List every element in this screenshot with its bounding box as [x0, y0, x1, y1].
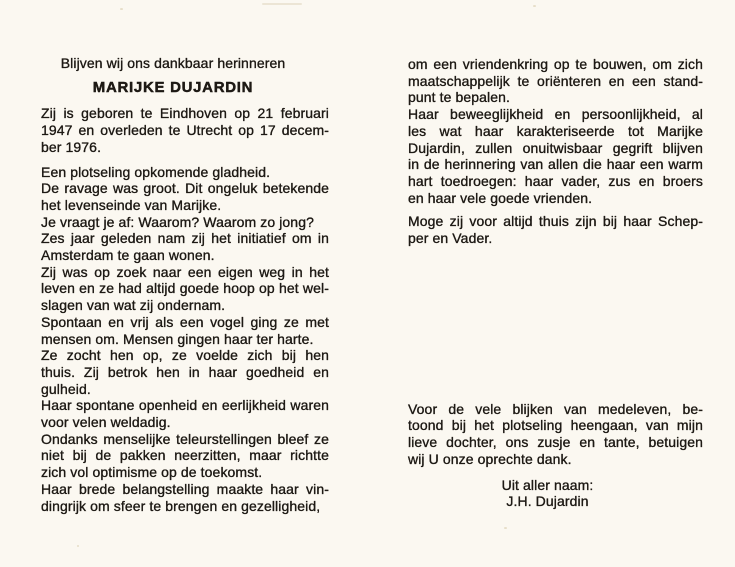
signoff-label: Uit aller naam: [501, 476, 594, 493]
paragraph [41, 214, 329, 231]
paragraph [41, 431, 329, 481]
text-line: het levenseinde van Marijke. [41, 196, 222, 213]
text-line: Zij is geboren te Eindhoven op 21 februari [41, 105, 329, 122]
deceased-name: MARIJKE DUJARDIN [92, 78, 254, 96]
remembrance-line: Blijven wij ons dankbaar herinneren [60, 55, 286, 71]
right-body-text [408, 56, 703, 206]
text-line: voor velen weldadig. [41, 414, 171, 431]
paragraph [41, 481, 329, 514]
signoff-block [400, 477, 695, 510]
text-line: hart toedroegen: haar vader, zus en broers [408, 172, 703, 189]
text-line: toond bij het plotseling heengaan, van mijn [408, 417, 703, 434]
text-line: punt te bepalen. [408, 89, 511, 106]
text-line: Spontaan en vrij als een vogel ging ze met [41, 313, 329, 330]
text-line: lieve dochter, ons zusje en tante, betuigen [408, 434, 703, 451]
paragraph [41, 230, 329, 263]
text-line: leven en ze had altijd goede hoop op het wel- [41, 280, 329, 297]
text-line: om een vriendenkring op te bouwen, om zich [408, 56, 703, 72]
text-line: Zes jaar geleden nam zij het initiatief om in [41, 230, 329, 247]
paragraph [41, 180, 329, 213]
text-line: mensen om. Mensen gingen haar ter harte. [41, 330, 314, 347]
prayer-paragraph [408, 213, 703, 246]
text-line: Zij was op zoek naar een eigen weg in het [41, 263, 329, 280]
left-body-text [41, 164, 329, 515]
text-line: 1947 en overleden te Utrecht op 17 decem- [41, 122, 329, 139]
paper-speck [120, 8, 123, 10]
paper-speck [504, 527, 507, 529]
text-line: maatschappelijk te oriënteren en een stand- [408, 72, 703, 89]
thanks-paragraph [408, 401, 703, 468]
text-line: dingrijk om sfeer te brengen en gezelligheid, [41, 497, 321, 514]
text-line: Moge zij voor altijd thuis zijn bij haar Schep- [408, 213, 703, 230]
text-line: Dujardin, zullen onuitwisbaar gegrift blijven [408, 139, 703, 156]
birth-death-paragraph [41, 105, 329, 155]
text-line: Amsterdam te gaan wonen. [41, 247, 215, 264]
paper-speck [533, 5, 536, 7]
paragraph [41, 164, 329, 181]
text-line: thuis. Zij betrok hen in haar goedheid en [41, 363, 329, 380]
text-line: gulheid. [41, 380, 91, 397]
text-line: niet bij de pakken neerzitten, maar richtte [41, 447, 329, 464]
paragraph [41, 347, 329, 397]
text-line: wij U onze oprechte dank. [408, 450, 572, 467]
text-line: Ondanks menselijke teleurstellingen bleef ze [41, 430, 329, 447]
text-line: Haar spontane openheid en eerlijkheid waren [41, 397, 329, 414]
text-line: en haar vele goede vrienden. [408, 189, 593, 206]
text-line: in de herinnering van allen die haar een warm [408, 156, 703, 173]
paragraph [408, 401, 703, 468]
text-line: ber 1976. [41, 138, 102, 155]
text-line: Haar brede belangstelling maakte haar vin- [41, 480, 329, 497]
text-line: Je vraagt je af: Waarom? Waarom zo jong? [41, 213, 314, 230]
paragraph [41, 105, 329, 155]
left-column [41, 55, 329, 514]
text-line: Haar beweeglijkheid en persoonlijkheid, al [408, 106, 703, 123]
text-line: Ze zocht hen op, ze voelde zich bij hen [41, 347, 329, 364]
text-line: zich vol optimisme op de toekomst. [41, 464, 263, 481]
paper-speck [77, 545, 79, 547]
paragraph [41, 314, 329, 347]
text-line: De ravage was groot. Dit ongeluk betekende [41, 180, 329, 197]
paper-speck [262, 3, 302, 5]
right-column [408, 56, 703, 510]
paragraph [41, 397, 329, 430]
paragraph [408, 106, 703, 206]
text-line: Voor de vele blijken van medeleven, be- [408, 400, 703, 417]
text-line: per en Vader. [408, 230, 493, 247]
text-line: les wat haar karakteriseerde tot Marijke [408, 122, 703, 139]
paragraph [41, 264, 329, 314]
text-line: slagen van wat zij ondernam. [41, 297, 226, 314]
text-line: Een plotseling opkomende gladheid. [41, 163, 271, 180]
paragraph [408, 213, 703, 246]
signoff-name: J.H. Dujardin [506, 493, 589, 510]
paragraph [408, 56, 703, 106]
